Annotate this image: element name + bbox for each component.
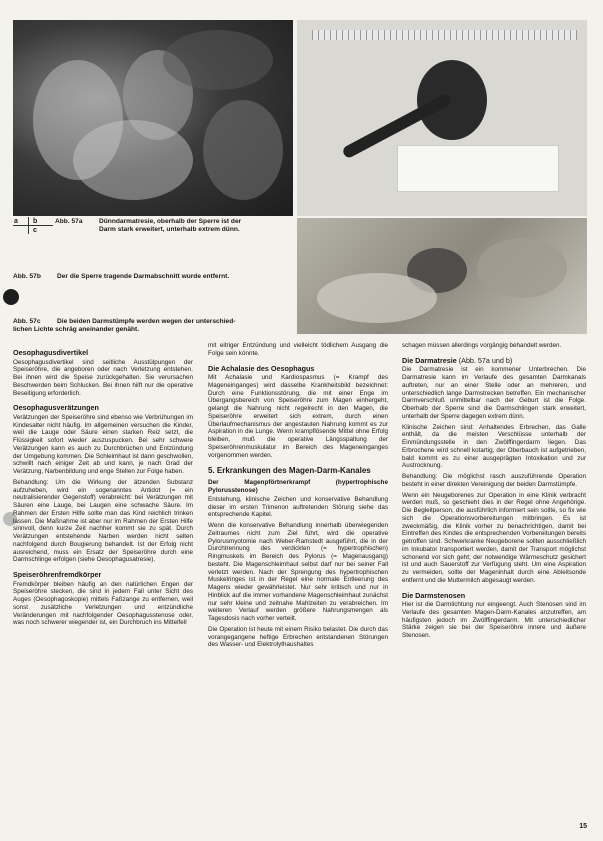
heading-darmatresie	[402, 357, 586, 366]
text-column-1	[13, 342, 193, 630]
gauze	[397, 145, 559, 192]
caption-fig57a-line2: Darm stark erweitert, unterhalb extrem dünn.	[99, 226, 240, 233]
caption-fig57c-number: Abb. 57c	[13, 318, 41, 325]
paragraph: Wenn die konservative Behandlung innerhalb überwiegenden Zeitraumes nicht zum Ziel führt, wird die operative Pylorusmyotomie nach Weber-Ramstedt ausgeführt, die in der Durchtrennung des verdickten (= hypertrophischen) Ringmuskels im Bereich des Pylorus (= Magenausgang) besteht. Die Magenschleimhaut selbst darf nur bei seiner Fall verletzt werden. Nach der Sprengung des hypertrophischen Muskelringes ist in der Regel eine normale Entleerung des Magens wieder gewährleistet. Nur sehr kritisch und nur in Hinblick auf die immer vorhandene Magenschleimhaut zunächst nur sehr kleine und zeitnahe Mahlzeiten zu verabreichen. Im weiteren Verlauf werden größere Nahrungsmengen als Tagesdosis nach vorher verteilt.	[208, 522, 388, 622]
key-divider	[13, 225, 53, 226]
paragraph: mit eitriger Entzündung und vielleicht tödlichem Ausgang die Folge sein könnte.	[208, 342, 388, 357]
paragraph: Hier ist die Darmlichtung nur eingeengt. Auch Stenosen sind im Verlaufe des gesamten Magen-Darm-Kanales anzutreffen, am häufigsten jedoch im Zwölffingerdarm. Mit unterschiedlicher Stärke zeigen sie bei der Speiseröhre innere und äußere Stenosen.	[402, 601, 586, 639]
paragraph: Wenn ein Neugeborenes zur Operation in eine Klinik verbracht werden muß, so geschieht dies in der Regel ohne Angehörige. Die Begleitperson, die ausführlich informiert sein sollte, so fix wie sich die Operationsvorbereitungen mitbringen. Es ist zweckmäßig, die Klinik vorher zu benachrichtigen, damit bei Eintreffen des Kindes die entsprechenden Vorbereitungen bereits getroffen sind. Schwerkranke Neugeborene sollten ausschließlich im Inkubator transportiert werden, damit der Transport möglichst schonend vor sich geht; der notwendige Wärmeschutz gesichert ist und auch Sauerstoff zur Verfügung steht. Um eine Aspiration zu vermeiden, sollte der Mageninhalt durch eine Ableitsonde entfernt und die Muttermilch abgesaugt werden.	[402, 491, 586, 584]
paragraph: Entstehung, klinische Zeichen und konservative Behandlung dieser im ersten Trimenon auftretenden Störung siehe das entsprechende Kapitel.	[208, 495, 388, 519]
text-column-3	[402, 342, 586, 643]
caption-fig57c	[13, 318, 293, 334]
heading-section-5: 5. Erkrankungen des Magen-Darm-Kanales	[208, 466, 371, 476]
heading-speiseroehrenfremdkoerper: Speiseröhrenfremdkörper	[13, 570, 102, 579]
paragraph: Oesophagusdivertikel sind seitliche Ausstülpungen der Speiseröhre, die angeboren oder nach Verletzung entstehen. Bei ihnen wird die Speise zurückgehalten. Sie verursachen Beschwerden beim Schlucken. Bei ihnen hilft nur die operative Beseitigung erforderlich.	[13, 358, 193, 397]
heading-darmatresie-ref: (Abb. 57a und b)	[458, 355, 513, 365]
caption-fig57b-number: Abb. 57b	[13, 273, 41, 280]
page-number: 15	[579, 823, 587, 830]
paragraph: Mit Achalasie und Kardiospasmus (= Krampf des Mageneinganges) wird dasselbe Krankheitsbild bezeichnet: Durch eine Funktionsstörung, die mit einer Enge im Übergangsbereich von Speiseröhre zum Magen einhergeht, gelangt die Nahrung nicht regelrecht in den Magen, die Speiseröhre erweitert sich extrem, durch einen Überlaufmechanismus der angestauten Nahrung kommt es zur Aspiration in die Lunge. Wenn krampflösende Mittel ohne Erfolg bleiben, muß die operative Längsspaltung der Speiseröhrenmuskulatur im Bereich des Mageneinganges vorgenommen werden.	[208, 374, 388, 459]
photo-sutured-bowel	[297, 218, 587, 334]
text-column-2	[208, 342, 388, 652]
subheading-pylorusstenose: Der Magenpförtnerkrampf (hypertrophische Pylorusstenose)	[208, 479, 388, 494]
figure-key-b: b	[33, 218, 38, 225]
heading-oesophagusdivertikel: Oesophagusdivertikel	[13, 348, 89, 357]
caption-fig57b-text: Der die Sperre tragende Darmabschnitt wurde entfernt.	[57, 273, 230, 280]
caption-fig57c-line2: lichen Lichte schräg aneinander genäht.	[13, 326, 140, 333]
caption-fig57a-number: Abb. 57a	[55, 218, 83, 225]
heading-achalasie: Die Achalasie des Oesophagus	[208, 363, 315, 373]
figure-key-c: c	[33, 227, 37, 234]
paragraph: Klinische Zeichen sind: Anhaltendes Erbrechen, das Galle enthält, da die meisten Verschlüsse unterhalb der Einmündungsstelle in den Zwölffingerdarm liegen. Das Erbrochene wird schnell kotartig, der Oberbauch ist aufgetrieben, bald kommt es zu einer ausgeprägten Intoxikation und zur Austrocknung.	[402, 423, 586, 470]
caption-fig57b	[13, 273, 293, 281]
paragraph: Behandlung: Um die Wirkung der ätzenden Substanz aufzuheben, wird ein sogenanntes Antidot (= ein neutralisierender Gegenstoff) verabreicht: bei Verätzungen mit Säuren eine Lauge, bei Laugen eine schwache Säure. Im Rahmen der Ersten Hilfe sollte man das Kind reichlich trinken lassen. Die Maßnahme ist aber nur im Rahmen der Ersten Hilfe sinnvoll, denn kurze Zeit nachher kommt sie zu spät. Durch Verätzungen entstehende Narben werden nicht selten nachfolgend durch Bougierung behandelt. Ist der Erfolg nicht ausreichend, muss ein Ersatz der Speiseröhre durch eine Darmschlinge erfolgen (siehe Oesophagusatresie).	[13, 478, 193, 564]
figure-key-a: a	[14, 218, 18, 225]
paragraph: Behandlung: Die möglichst rasch auszuführende Operation besteht in einer direkten Vereinigung der beiden Darmstümpfe.	[402, 473, 586, 488]
paragraph: Die Darmatresie ist ein kommener Unterbrechen. Die Darmatresie kann im Verlaufe des gesamten Darmkanals auftreten, nur an einer Stelle oder an mehreren, und unterschiedlich lange Darmstrecken betreffen. Ein mechanischer Darmverschluß unmittelbar nach der Geburt ist die Folge. Oberhalb der Sperre sind die Darmschlingen stark erweitert, unterhalb der Sperre dagegen extrem dünn.	[402, 366, 586, 420]
punch-hole	[3, 289, 19, 305]
photo-resected-bowel-segment	[297, 20, 587, 216]
heading-oesophagusveraetzungen: Oesophagusverätzungen	[13, 403, 99, 413]
paragraph: schagen müssen allerdings vorgängig behandelt werden.	[402, 342, 562, 349]
heading-darmstenosen: Die Darmstenosen	[402, 590, 466, 600]
paragraph: Die Operation ist heute mit einem Risiko belastet. Die durch das vorangegangene heftige Erbrechen entstandenen Störungen des Wasser- und Elektrolythaushaltes	[208, 625, 388, 649]
ruler	[312, 30, 577, 40]
paragraph: Fremdkörper bleiben häufig an den natürlichen Engen der Speiseröhre stecken, die sind in jedem Fall unter Sicht des Auges (Oesophagoskopie) mittels Faßzange zu entfernen, weil sonst zusätzliche Verletzungen und entzündliche Veränderungen mit nachfolgender Oesophagusstenose oder, was noch schwerer wiegender ist, ein Durchbruch ins Mittelfell	[13, 580, 193, 627]
caption-fig57a-line1: Dünndarmatresie, oberhalb der Sperre ist der	[99, 218, 242, 225]
caption-fig57a	[55, 218, 295, 234]
caption-fig57c-line1: Die beiden Darmstümpfe werden wegen der unterschied-	[57, 318, 236, 325]
paragraph: Verätzungen der Speiseröhre sind ebenso wie Verbrühungen im Kindesalter nicht häufig. Im allgemeinen versuchen die Kinder, weil die Lauge oder Säure einen starken Reiz setzt, die Flüssigkeit sofort wieder auszuspucken. Bei sehr schwere Verätzungen kann es auch zu Durchbrüchen und Entzündung der Umgebung kommen. Die Schleimhaut ist dann geschwollen, schwillt nach einiger Zeit ab und kann, je nach Grad der Verätzung, Narbenbildung und enge Stellen zur Folge haben.	[13, 413, 193, 475]
key-divider-vertical	[28, 217, 29, 234]
heading-darmatresie-title: Die Darmatresie	[402, 355, 457, 365]
photo-small-intestine-atresia	[13, 20, 293, 216]
